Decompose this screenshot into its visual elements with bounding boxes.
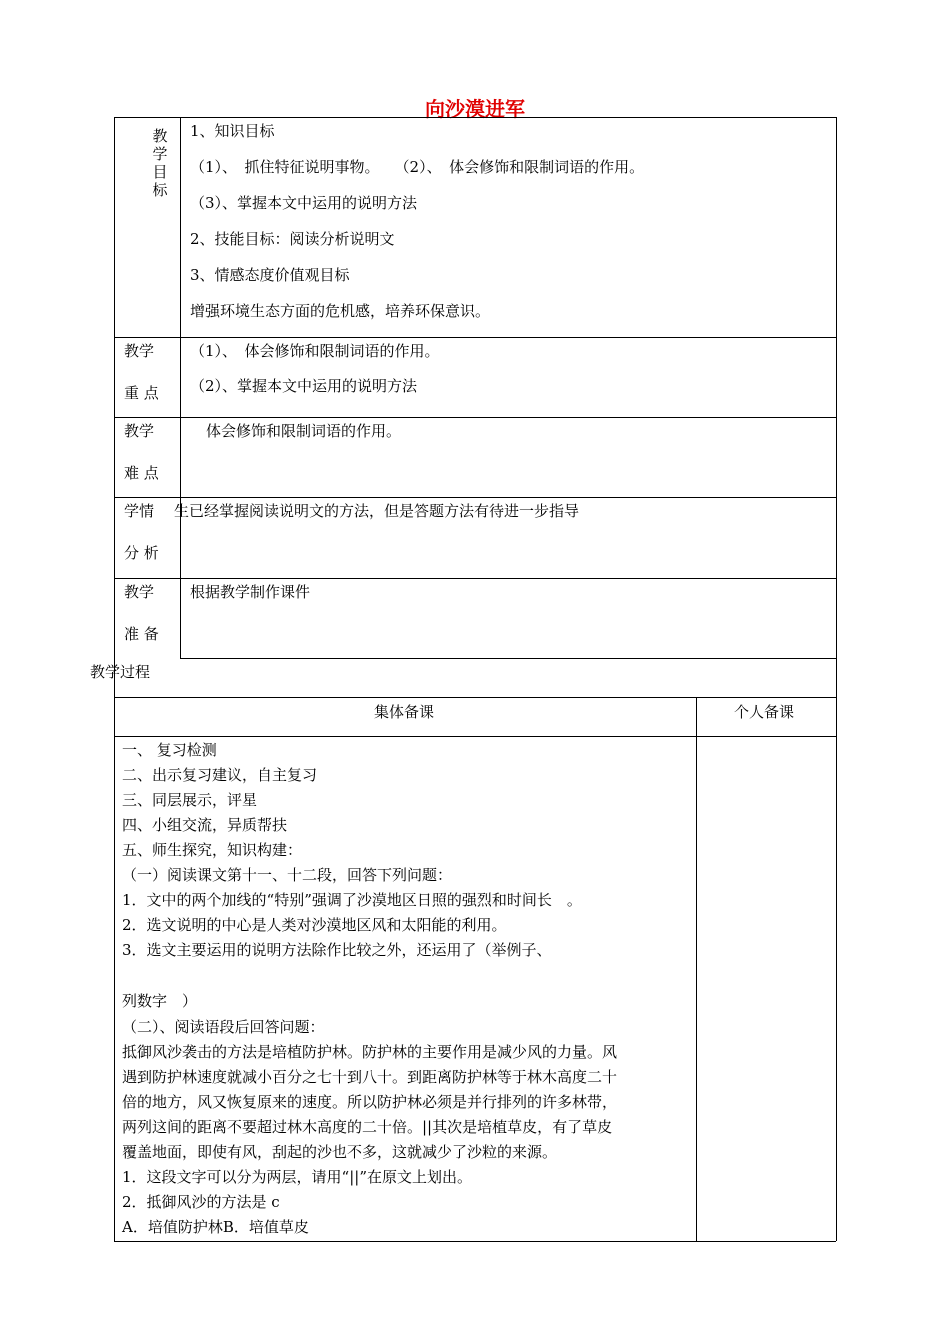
- goals-label: 教学目标: [152, 127, 168, 199]
- step-item: 二、出示复习建议，自主复习: [122, 766, 318, 784]
- goals-line: 增强环境生态方面的危机感，培养环保意识。: [190, 302, 491, 320]
- part1-question: 2．选文说明的中心是人类对沙漠地区风和太阳能的利用。: [122, 916, 507, 934]
- goals-line: （3）、掌握本文中运用的说明方法: [190, 194, 418, 212]
- personal-column-divider: [696, 697, 697, 1241]
- step-item: 四、小组交流，异质帮扶: [122, 816, 288, 834]
- step-item: 五、师生探究，知识构建：: [122, 841, 303, 859]
- learner-label-top: 学情: [124, 502, 155, 520]
- process-header-bottom-border: [114, 736, 836, 737]
- key-points-label-top: 教学: [124, 342, 155, 360]
- process-header-top-border: [114, 697, 836, 698]
- row-divider: [114, 337, 836, 338]
- part2-heading: （二）、阅读语段后回答问题：: [122, 1018, 325, 1036]
- key-points-line: （2）、掌握本文中运用的说明方法: [190, 377, 418, 395]
- passage-line: 遇到防护林速度就减小百分之七十到八十。到距离防护林等于林木高度二十: [122, 1068, 618, 1086]
- row-divider: [114, 578, 836, 579]
- prep-label-top: 教学: [124, 583, 155, 601]
- part1-question: 1．文中的两个加线的“特别”强调了沙漠地区日照的强烈和时间长 。: [122, 891, 582, 909]
- process-label: 教学过程: [90, 663, 151, 681]
- passage-line: 倍的地方，风又恢复原来的速度。所以防护林必须是并行排列的许多林带，: [122, 1093, 618, 1111]
- label-column-divider: [180, 117, 181, 658]
- prep-label-bottom: 准 备: [124, 625, 159, 643]
- goals-line: 2、技能目标：阅读分析说明文: [190, 230, 395, 248]
- page-title: 向沙漠进军: [425, 97, 525, 121]
- difficulty-label-bottom: 难 点: [124, 464, 159, 482]
- passage-line: 两列这间的距离不要超过林木高度的二十倍。||其次是培植草皮，有了草皮: [122, 1118, 613, 1136]
- part2-options: A．培值防护林B．培值草皮: [122, 1218, 309, 1236]
- collective-column-header: 集体备课: [374, 703, 435, 721]
- prep-line: 根据教学制作课件: [190, 583, 311, 601]
- difficulty-label-top: 教学: [124, 422, 155, 440]
- part1-question-continued: 列数字 ）: [122, 992, 198, 1010]
- step-item: 三、同层展示，评星: [122, 791, 258, 809]
- row-divider: [114, 417, 836, 418]
- passage-line: 抵御风沙袭击的方法是培植防护林。防护林的主要作用是减少风的力量。风: [122, 1043, 618, 1061]
- part1-question: 3．选文主要运用的说明方法除作比较之外，还运用了（举例子、: [122, 941, 552, 959]
- passage-line: 覆盖地面，即使有风，刮起的沙也不多，这就减少了沙粒的来源。: [122, 1143, 558, 1161]
- row-divider: [180, 658, 836, 659]
- step-item: 一、 复习检测: [122, 741, 217, 759]
- difficulty-line: 体会修饰和限制词语的作用。: [206, 422, 402, 440]
- personal-column-header: 个人备课: [734, 703, 795, 721]
- goals-line: （1）、 抓住特征说明事物。 （2）、 体会修饰和限制词语的作用。: [190, 158, 645, 176]
- table-top-border: [114, 117, 836, 118]
- part1-heading: （一）阅读课文第十一、十二段，回答下列问题：: [122, 866, 453, 884]
- table-right-border: [836, 117, 837, 1241]
- goals-line: 3、情感态度价值观目标: [190, 266, 350, 284]
- learner-line: 生已经掌握阅读说明文的方法，但是答题方法有待进一步指导: [174, 502, 580, 520]
- goals-line: 1、知识目标: [190, 122, 275, 140]
- table-bottom-border: [114, 1241, 836, 1242]
- part2-question: 2．抵御风沙的方法是 c: [122, 1193, 280, 1211]
- learner-label-bottom: 分 析: [124, 544, 159, 562]
- key-points-label-bottom: 重 点: [124, 384, 159, 402]
- part2-question: 1．这段文字可以分为两层，请用“||”在原文上划出。: [122, 1168, 472, 1186]
- row-divider: [114, 497, 836, 498]
- key-points-line: （1）、 体会修饰和限制词语的作用。: [190, 342, 440, 360]
